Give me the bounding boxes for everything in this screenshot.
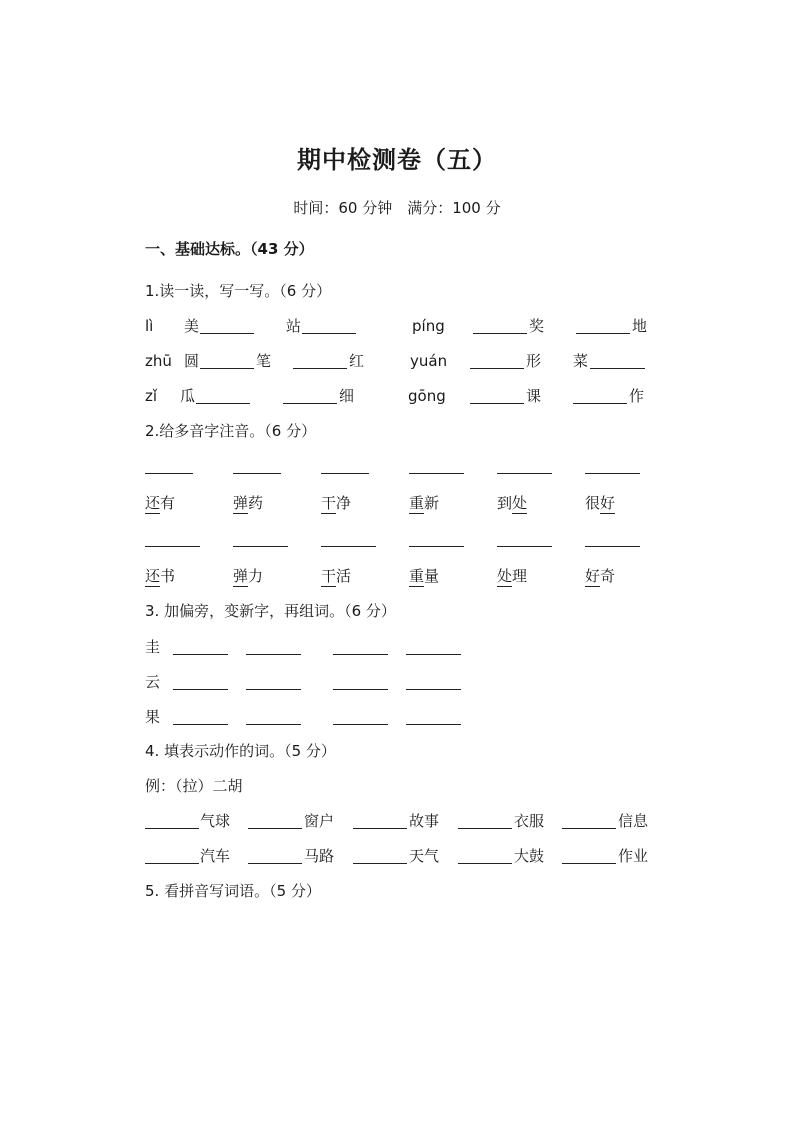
answer-blank[interactable] [145, 828, 199, 829]
answer-blank[interactable] [246, 654, 301, 655]
word-chuanghu: 窗户 [304, 812, 335, 830]
answer-blank[interactable] [470, 368, 524, 369]
char-jiang: 奖 [529, 317, 545, 335]
answer-blank[interactable] [283, 403, 337, 404]
q4-example: 例：（拉）二胡 [145, 777, 243, 795]
pinyin-zhu: zhū [145, 352, 172, 370]
answer-blank[interactable] [293, 368, 347, 369]
section-heading: 一、基础达标。（43 分） [145, 240, 314, 258]
answer-blank[interactable] [173, 689, 228, 690]
word-gushi: 故事 [409, 812, 440, 830]
answer-blank[interactable] [353, 828, 407, 829]
answer-blank[interactable] [473, 333, 527, 334]
char-gui: 圭 [145, 638, 161, 656]
answer-blank[interactable] [246, 689, 301, 690]
pinyin-blank[interactable] [497, 473, 552, 474]
word-hai-you: 还有 [145, 494, 176, 512]
answer-blank[interactable] [246, 724, 301, 725]
char-zuo: 作 [629, 387, 645, 405]
pinyin-blank[interactable] [497, 546, 552, 547]
pinyin-blank[interactable] [585, 473, 640, 474]
word-yifu: 衣服 [514, 812, 545, 830]
char-di: 地 [632, 317, 648, 335]
pinyin-yuan: yuán [410, 352, 448, 370]
char-gua: 瓜 [180, 387, 196, 405]
pinyin-blank[interactable] [585, 546, 640, 547]
pinyin-gong: gōng [408, 387, 446, 405]
char-mei: 美 [184, 317, 200, 335]
pinyin-zi: zǐ [145, 387, 158, 405]
answer-blank[interactable] [333, 689, 388, 690]
answer-blank[interactable] [353, 863, 407, 864]
word-hen-hao: 很好 [585, 494, 616, 512]
answer-blank[interactable] [573, 403, 627, 404]
word-tianqi: 天气 [409, 847, 440, 865]
exam-time-score: 时间：60 分钟 满分：100 分 [293, 199, 501, 217]
pinyin-blank[interactable] [409, 473, 464, 474]
answer-blank[interactable] [562, 863, 616, 864]
answer-blank[interactable] [248, 828, 302, 829]
answer-blank[interactable] [200, 368, 254, 369]
word-dagu: 大鼓 [514, 847, 545, 865]
char-xing: 形 [526, 352, 542, 370]
answer-blank[interactable] [458, 863, 512, 864]
answer-blank[interactable] [200, 333, 254, 334]
answer-blank[interactable] [576, 333, 630, 334]
word-malu: 马路 [304, 847, 335, 865]
pinyin-blank[interactable] [145, 546, 200, 547]
char-cai: 菜 [573, 352, 589, 370]
word-gan-huo: 干活 [321, 567, 352, 585]
answer-blank[interactable] [406, 724, 461, 725]
char-hong: 红 [349, 352, 365, 370]
char-yuan-round: 圆 [184, 352, 200, 370]
word-dao-chu: 到处 [497, 494, 528, 512]
answer-blank[interactable] [196, 403, 250, 404]
answer-blank[interactable] [145, 863, 199, 864]
answer-blank[interactable] [470, 403, 524, 404]
word-qiche: 汽车 [200, 847, 231, 865]
char-yun: 云 [145, 673, 161, 691]
q2-title: 2.给多音字注音。（6 分） [145, 422, 317, 440]
page-title: 期中检测卷（五） [297, 146, 497, 174]
char-bi: 笔 [256, 352, 272, 370]
answer-blank[interactable] [590, 368, 645, 369]
word-gan-jing: 干净 [321, 494, 352, 512]
pinyin-blank[interactable] [233, 473, 281, 474]
word-chong-xin: 重新 [409, 494, 440, 512]
word-zuoye: 作业 [618, 847, 649, 865]
char-zhan: 站 [286, 317, 302, 335]
answer-blank[interactable] [406, 654, 461, 655]
answer-blank[interactable] [333, 654, 388, 655]
word-zhong-liang: 重量 [409, 567, 440, 585]
word-xinxi: 信息 [618, 812, 649, 830]
answer-blank[interactable] [248, 863, 302, 864]
answer-blank[interactable] [562, 828, 616, 829]
pinyin-blank[interactable] [321, 473, 369, 474]
pinyin-blank[interactable] [145, 473, 193, 474]
char-guo: 果 [145, 708, 161, 726]
answer-blank[interactable] [302, 333, 356, 334]
answer-blank[interactable] [458, 828, 512, 829]
answer-blank[interactable] [406, 689, 461, 690]
char-ke: 课 [526, 387, 542, 405]
q1-title: 1.读一读，写一写。（6 分） [145, 282, 332, 300]
q3-title: 3. 加偏旁，变新字，再组词。（6 分） [145, 602, 396, 620]
answer-blank[interactable] [333, 724, 388, 725]
char-xi: 细 [339, 387, 355, 405]
word-chu-li: 处理 [497, 567, 528, 585]
word-qiqiu: 气球 [200, 812, 231, 830]
word-hao-qi: 好奇 [585, 567, 616, 585]
answer-blank[interactable] [173, 654, 228, 655]
pinyin-ping: píng [412, 317, 445, 335]
pinyin-blank[interactable] [409, 546, 464, 547]
q4-title: 4. 填表示动作的词。（5 分） [145, 742, 336, 760]
q5-title: 5. 看拼音写词语。（5 分） [145, 882, 321, 900]
pinyin-blank[interactable] [321, 546, 376, 547]
word-huan-shu: 还书 [145, 567, 176, 585]
word-dan-yao: 弹药 [233, 494, 264, 512]
word-tan-li: 弹力 [233, 567, 264, 585]
answer-blank[interactable] [173, 724, 228, 725]
pinyin-li: lì [145, 317, 154, 335]
pinyin-blank[interactable] [233, 546, 288, 547]
